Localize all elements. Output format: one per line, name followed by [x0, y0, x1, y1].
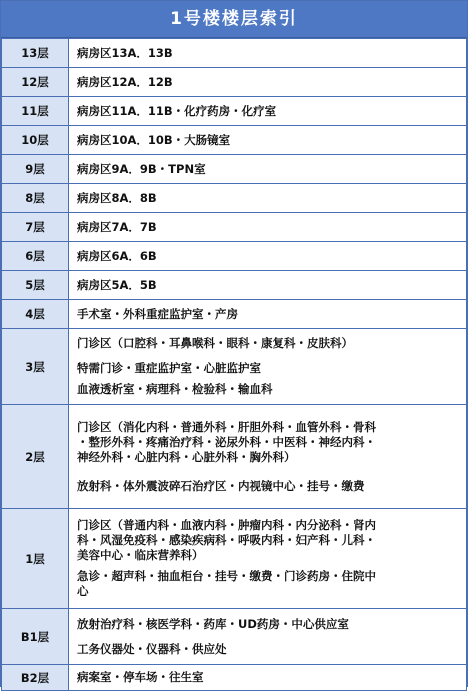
floor-row — [2, 126, 467, 155]
floor-label: 11层 — [2, 97, 69, 126]
floor-label: 13层 — [2, 39, 69, 68]
line-spacer — [77, 465, 462, 479]
floor-departments — [69, 213, 467, 242]
floor-departments — [69, 300, 467, 329]
floor-row — [2, 509, 467, 609]
floor-departments — [69, 126, 467, 155]
department-line: 病房区6A．6B — [77, 248, 157, 263]
department-line: 急诊・超声科・抽血柜台・挂号・缴费・门诊药房・住院中 — [77, 569, 376, 583]
department-line: 病房区13A．13B — [77, 45, 173, 60]
department-line: 工务仪器处・仪器科・供应处 — [77, 641, 227, 656]
floor-row — [2, 39, 467, 68]
floor-row — [2, 213, 467, 242]
floor-label: B1层 — [2, 609, 69, 665]
department-line: 血液透析室・病理科・检验科・输血科 — [77, 382, 273, 396]
floor-departments — [69, 184, 467, 213]
floor-label: 7层 — [2, 213, 69, 242]
department-line: 门诊区（口腔科・耳鼻喉科・眼科・康复科・皮肤科） — [77, 336, 353, 350]
floor-departments — [69, 155, 467, 184]
floor-label: B2层 — [2, 665, 69, 691]
floor-label: 2层 — [2, 405, 69, 509]
floor-departments — [69, 509, 467, 609]
floor-departments — [69, 271, 467, 300]
floor-row — [2, 68, 467, 97]
floor-departments — [69, 39, 467, 68]
floor-label: 10层 — [2, 126, 69, 155]
floor-label: 8层 — [2, 184, 69, 213]
department-line: 病房区12A．12B — [77, 74, 173, 89]
floor-row — [2, 242, 467, 271]
line-spacer — [77, 351, 462, 361]
floor-row — [2, 271, 467, 300]
floor-label: 1层 — [2, 509, 69, 609]
floor-row — [2, 329, 467, 405]
floor-row — [2, 97, 467, 126]
department-line: 美容中心・临床营养科） — [77, 548, 204, 562]
floor-row — [2, 405, 467, 509]
department-line: 神经外科・心脏内科・心脏外科・胸外科） — [77, 449, 296, 464]
department-line: 门诊区（普通内科・血液内科・肿瘤内科・内分泌科・肾内 — [77, 518, 376, 532]
department-line: 放射科・体外震波碎石治疗区・内视镜中心・挂号・缴费 — [77, 478, 365, 493]
floor-label: 9层 — [2, 155, 69, 184]
floor-row — [2, 184, 467, 213]
department-line: 特需门诊・重症监护室・心脏监护室 — [77, 361, 261, 375]
floor-departments — [69, 242, 467, 271]
floor-index-table — [1, 38, 467, 691]
floor-label: 3层 — [2, 329, 69, 405]
department-line: 科・风湿免疫科・感染疾病科・呼吸内科・妇产科・儿科・ — [77, 533, 376, 547]
floor-row — [2, 300, 467, 329]
floor-departments — [69, 97, 467, 126]
department-line: 病房区10A．10B・大肠镜室 — [77, 132, 231, 147]
floor-departments — [69, 609, 467, 665]
department-line: 病房区9A．9B・TPN室 — [77, 161, 206, 176]
floor-label: 6层 — [2, 242, 69, 271]
department-line: 病房区7A．7B — [77, 219, 157, 234]
floor-row — [2, 609, 467, 665]
department-line: 病房区11A．11B・化疗药房・化疗室 — [77, 103, 277, 118]
department-line: 门诊区（消化内科・普通外科・肝胆外科・血管外科・骨科 — [77, 419, 376, 434]
department-line: 心 — [77, 584, 89, 598]
department-line: ・整形外科・疼痛治疗科・泌尿外科・中医科・神经内科・ — [77, 434, 376, 449]
department-line: 病房区5A．5B — [77, 277, 157, 292]
department-line: 放射治疗科・核医学科・药库・UD药房・中心供应室 — [77, 616, 349, 631]
floor-label: 5层 — [2, 271, 69, 300]
floor-row — [2, 155, 467, 184]
floor-departments — [69, 329, 467, 405]
floor-label: 12层 — [2, 68, 69, 97]
floor-departments — [69, 405, 467, 509]
department-line: 病房区8A．8B — [77, 190, 157, 205]
floor-departments — [69, 68, 467, 97]
department-line: 病案室・停车场・往生室 — [77, 670, 204, 684]
floor-label: 4层 — [2, 300, 69, 329]
department-line: 手术室・外科重症监护室・产房 — [77, 306, 238, 321]
page-title: 1号楼楼层索引 — [1, 1, 467, 38]
